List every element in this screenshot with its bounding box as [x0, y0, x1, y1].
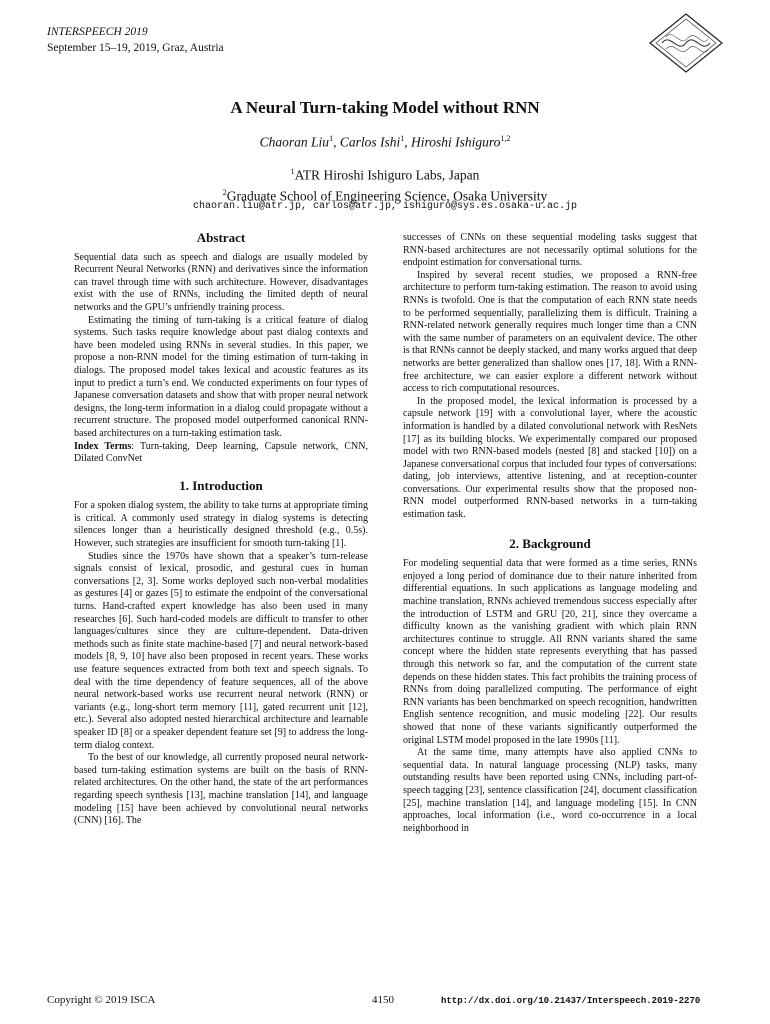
paper-title: A Neural Turn-taking Model without RNN	[230, 98, 540, 117]
intro-paragraph: Inspired by several recent studies, we proposed a RNN-free architecture to perform turn-taking estimation. The reason to avoid using RNNs is twofold. One is that the computation of each RNN state needs to be performed sequentially, parallelizing them is difficult. Training a RNN-related network generally requires much longer time than a CNN with the same number of parameters on an equivalent device. The other is that RNNs cannot be deeply stacked, and many works argued that deep networks are better generalized than shallow ones [17, 18]. With a RNN-free architecture, we can easier explore a different network without access to rich computational resources.	[403, 269, 697, 395]
author-list: Chaoran Liu$^1$, Carlos Ishi$^1$, Hiroshi Ishiguro$^{1,2}$	[259, 134, 511, 150]
author-emails: chaoran.liu@atr.jp, carlos@atr.jp, ishiguro@sys.es.osaka-u.ac.jp	[192, 201, 578, 212]
author-affil-mark: 1,2	[500, 134, 511, 143]
background-paragraph: At the same time, many attempts have also applied CNNs to sequential data. In natural language processing (NLP) tasks, many outstanding results have been reported using CNNs, including part-of-speech tagging [23], sentence classification [24], document classification [25], machine translation [14], and language modeling [15]. In CNN approaches, local information (i.e., word co-occurrence in a local neighborhood in	[403, 747, 697, 834]
intro-paragraph: To the best of our knowledge, all currently proposed neural network-based turn-taking estimation systems are built on the basis of RNN-related architectures. On the other hand, the state of the art performances regarding speech synthesis [13], machine translation [14], and language modeling [15] have been achieved by convolutional neural networks (CNN) [16]. The	[74, 752, 368, 827]
affiliation-line	[0, 163, 770, 184]
left-column	[74, 232, 368, 828]
section-heading-introduction: 1. Introduction	[179, 477, 263, 493]
intro-paragraph: Studies since the 1970s have shown that a speaker’s turn-release signals consist of lexical, prosodic, and gestural cues in human conversations [2, 3]. Some works deployed such non-verbal modalities as gestures [4] or gazes [5] to estimate the endpoint of the conversational turns. Hand-crafted expert knowledge has also been used in many researches [6]. Such hard-coded models are difficult to transfer to other languages/cultures since they are culture-dependent. Data-driven methods such as finite state machine-based [7] and neural network-based models [8, 9, 10] have also been proposed in recent years. These works use feature sequences extracted from both text and speech signals. To deal with the time dependency of feature sequences, all of the above neural network-based works use recurrent neural network (RNN) or variants (e.g., long-short term memory [11], gated recurrent unit [12], etc.). Several also adopted nested hierarchical architecture and learnable speaker ID [8] or a speaker dependent feature set [9] to address the long-term dialog context.	[74, 550, 368, 751]
conference-header	[47, 24, 224, 56]
affil-text: Graduate School of Engineering Science, Osaka University	[226, 188, 548, 203]
intro-paragraph: For a spoken dialog system, the ability to take turns at appropriate timing is critical. A commonly used strategy in dialog systems is detecting silences longer than a heuristically designed threshold (e.g., 0.5s). However, such strategies are insufficient for smooth turn-taking [1].	[74, 500, 368, 550]
abstract-heading: Abstract	[196, 230, 246, 245]
index-terms-text: : Turn-taking, Deep learning, Capsule network, CNN, Dilated ConvNet	[74, 440, 368, 465]
affil-text: ATR Hiroshi Ishiguro Labs, Japan	[294, 167, 480, 183]
page-number: 4150	[372, 994, 394, 1006]
conference-name: INTERSPEECH 2019	[47, 26, 148, 38]
right-column	[403, 232, 697, 835]
intro-paragraph: In the proposed model, the lexical information is processed by a capsule network [19] with a convolutional layer, where the acoustic information is handled by a dilated convolutional network with ResNets [17] as its building blocks. We experimentally compared our proposed model with two RNN-based models (nested [8] and stacked [10]) on a Japanese conversational corpus that included four types of conversations: dating, job interviews, attentive listening, and at reception-counter conversations. Our experimental results show that the proposed non-RNN model outperformed RNN-based networks in a turn-taking estimation task.	[403, 395, 697, 521]
conference-dates: September 15–19, 2019, Graz, Austria	[47, 42, 224, 54]
affil-mark: 2	[222, 187, 227, 197]
author-name: Hiroshi Ishiguro	[410, 134, 501, 150]
intro-paragraph: successes of CNNs on these sequential modeling tasks suggest that RNN-based architectures are not necessarily optimal solutions for the endpoint estimation for conversational turns.	[403, 232, 697, 269]
abstract-paragraph: Sequential data such as speech and dialogs are usually modeled by Recurrent Neural Networks (RNN) and derivatives since the information can travel through time with such architecture. However, disadvantages exist with the use of RNNs, including the limited depth of neural networks and the GPU’s unfriendly training process.	[74, 251, 368, 313]
author-name: Chaoran Liu	[259, 134, 330, 150]
author-affil-mark: 1	[400, 134, 405, 143]
index-terms	[74, 441, 368, 466]
abstract-paragraph: Estimating the timing of turn-taking is a critical feature of dialog systems. Such tasks require knowledge about past dialog contexts and have been modeled using RNNs in several studies. In this paper, we propose a non-RNN model for the timing estimation of turn-taking in dialogs. The proposed model takes lexical and acoustic features as its input to predict a turn’s end. We conducted experiments on four types of Japanese conversation datasets and show that with proper neural network designs, the long-term information in a dialog could propagate without a recurrent structure. The proposed model outperformed canonical RNN-based architectures on a turn-taking estimation task.	[74, 314, 368, 439]
isca-logo-icon	[648, 12, 724, 74]
affil-mark: 1	[290, 167, 295, 176]
affiliations	[0, 163, 770, 204]
copyright-notice: Copyright © 2019 ISCA	[47, 994, 156, 1006]
author-name: Carlos Ishi	[339, 134, 401, 150]
background-paragraph: For modeling sequential data that were formed as a time series, RNNs enjoyed a long period of dominance due to their nature inherited from differential equations. In such applications as language modeling and machine translation, RNNs achieved tremendous success especially after the introduction of LSTM and GRU [20, 21], since they overcame a difficulty known as the vanishing gradient with which plain RNN architectures continue to struggle. All RNN variants shared the same concept where the hidden state represents everything that has passed through this network so far, and the computation of the current state depends on these hidden states. This fact prohibits the training process of RNNs from doing parallelized computing. The performance of eight RNN variants has been benchmarked on speech recognition, handwritten English sentence recognition, and music modeling [22]. Our results showed that none of these variants significantly outperformed the original LSTM model proposed in the late 1990s [11].	[403, 558, 697, 746]
doi-link[interactable]: http://dx.doi.org/10.21437/Interspeech.2019-2270	[441, 996, 701, 1006]
index-terms-label: Index Terms	[74, 440, 132, 452]
section-heading-background: 2. Background	[509, 535, 591, 551]
author-affil-mark: 1	[329, 134, 334, 143]
